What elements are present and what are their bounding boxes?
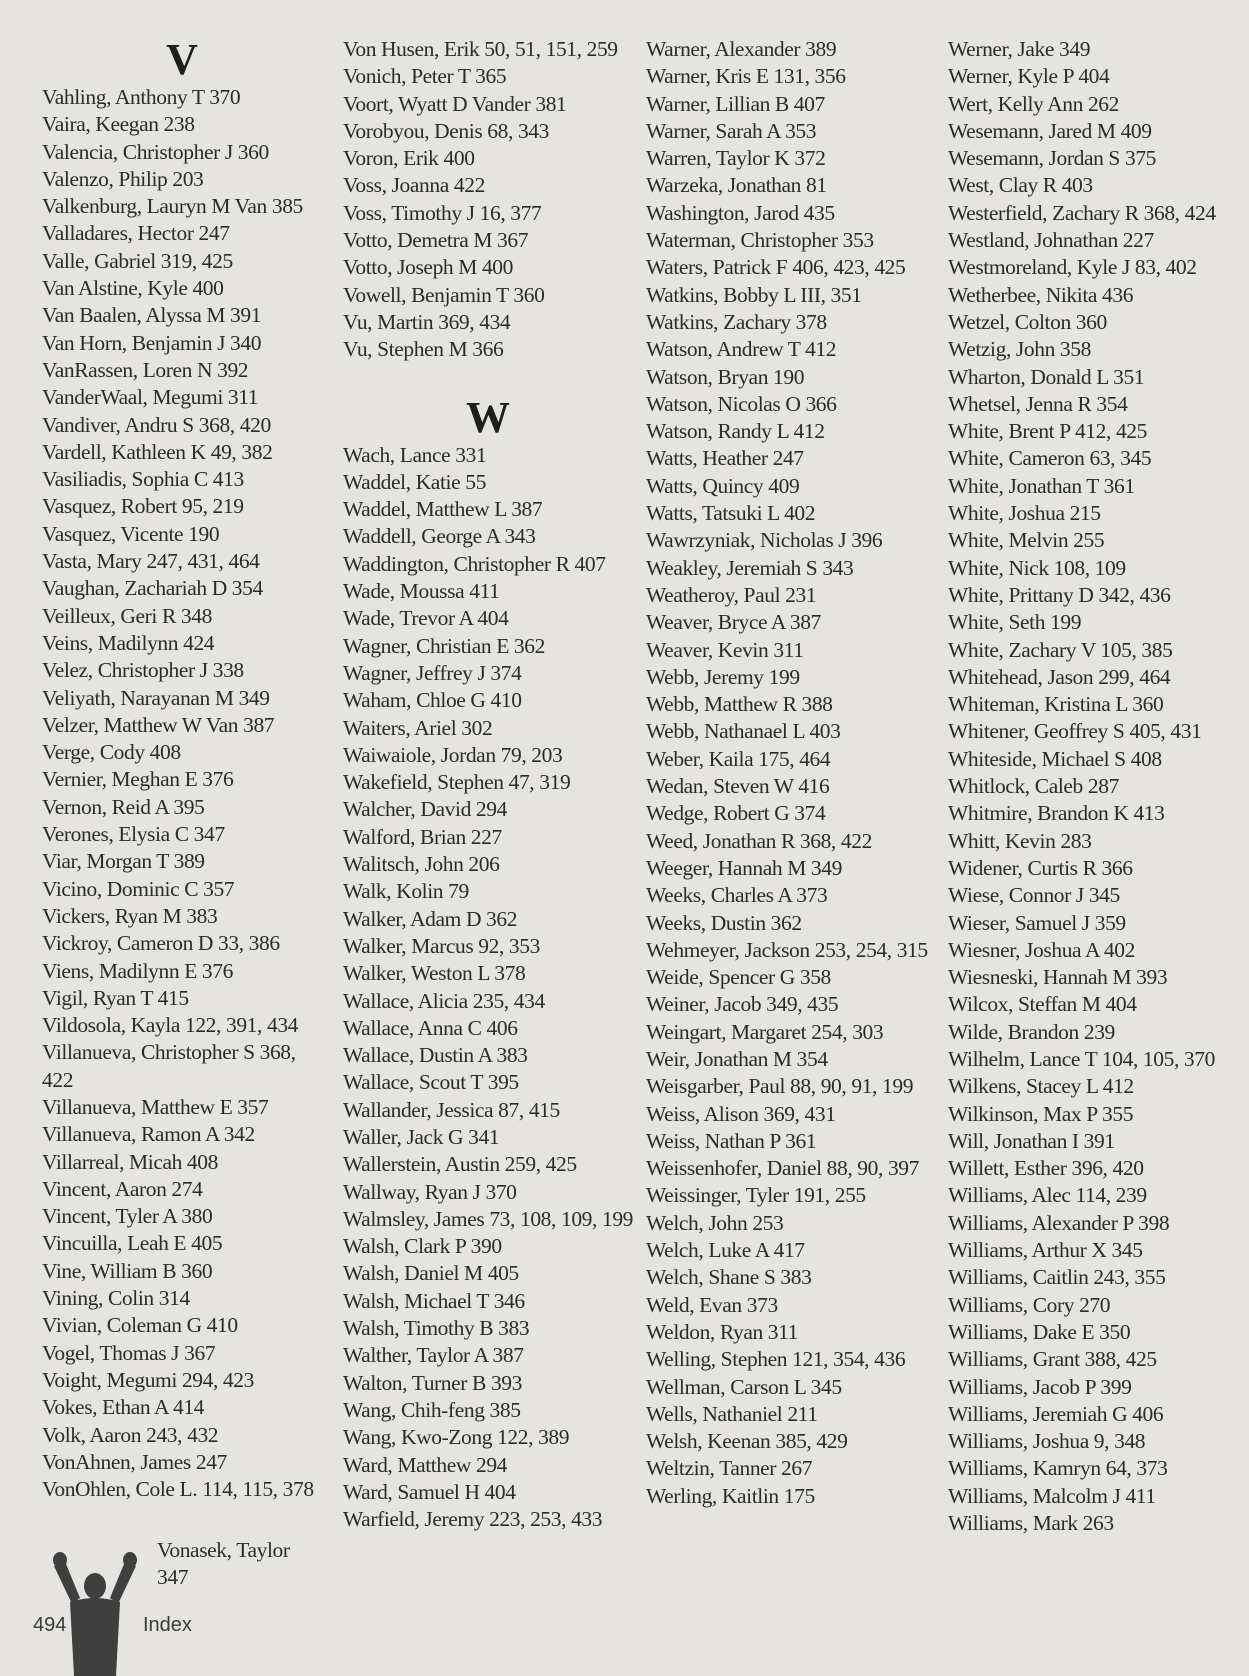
index-entry: Weide, Spencer G 358 [646,965,831,990]
index-entry: Weissinger, Tyler 191, 255 [646,1183,866,1208]
index-entry: Williams, Alec 114, 239 [948,1183,1147,1208]
index-entry: VonAhnen, James 247 [42,1449,227,1474]
index-entry: Wagner, Jeffrey J 374 [343,660,522,685]
index-entry: Waterman, Christopher 353 [646,228,874,253]
index-entry: Williams, Joshua 9, 348 [948,1429,1146,1454]
index-column-4 [948,36,1228,1537]
index-column-2 [343,36,633,1533]
index-entry: Vildosola, Kayla 122, 391, 434 [42,1013,299,1038]
index-entry: Walker, Weston L 378 [343,961,526,986]
index-entry: VonOhlen, Cole L. 114, 115, 378 [42,1477,314,1502]
index-entry: Warner, Alexander 389 [646,37,837,61]
index-entry: Vandiver, Andru S 368, 420 [42,412,271,437]
index-entry: Vicino, Dominic C 357 [42,876,235,901]
index-entry: Wawrzyniak, Nicholas J 396 [646,528,883,553]
index-entry: Walther, Taylor A 387 [343,1343,524,1368]
index-entry: White, Joshua 215 [948,501,1101,526]
index-entry: Whitener, Geoffrey S 405, 431 [948,719,1202,744]
index-entry: Vine, William B 360 [42,1258,213,1283]
index-entry: Vickroy, Cameron D 33, 386 [42,931,280,956]
index-entry: Vokes, Ethan A 414 [42,1395,205,1420]
index-entry: White, Cameron 63, 345 [948,446,1152,471]
index-entry: Walk, Kolin 79 [343,879,469,904]
index-entry: Vardell, Kathleen K 49, 382 [42,439,273,464]
index-entry: Wakefield, Stephen 47, 319 [343,770,571,795]
index-entry: Williams, Alexander P 398 [948,1210,1170,1235]
index-entry: Willett, Esther 396, 420 [948,1156,1144,1181]
index-entry: Vasiliadis, Sophia C 413 [42,467,244,492]
index-entry: Vogel, Thomas J 367 [42,1340,216,1365]
index-entry: Welsh, Keenan 385, 429 [646,1429,848,1454]
index-entry: Williams, Caitlin 243, 355 [948,1265,1166,1290]
index-entry: Williams, Kamryn 64, 373 [948,1456,1168,1481]
index-entry: Waddell, George A 343 [343,524,536,549]
index-entry: Warner, Sarah A 353 [646,118,817,143]
index-entry: White, Zachary V 105, 385 [948,637,1173,662]
section-label: Index [143,1614,192,1636]
index-entry: Wiese, Connor J 345 [948,883,1120,908]
index-entry: Walsh, Daniel M 405 [343,1261,519,1286]
index-entry: Wang, Kwo-Zong 122, 389 [343,1425,570,1450]
index-entry: Wellman, Carson L 345 [646,1374,842,1399]
index-entry: Will, Jonathan I 391 [948,1128,1115,1153]
index-entry: Waller, Jack G 341 [343,1124,500,1149]
index-entry: Vaira, Keegan 238 [42,112,195,137]
index-entry: Voron, Erik 400 [343,146,475,171]
index-entry: Wells, Nathaniel 211 [646,1401,818,1426]
index-entry: Westmoreland, Kyle J 83, 402 [948,255,1197,280]
index-entry-footer: Vonasek, Taylor 347 [157,1538,290,1590]
index-entry: Valencia, Christopher J 360 [42,139,269,164]
index-entry: White, Brent P 412, 425 [948,419,1148,444]
index-entry: Weingart, Margaret 254, 303 [646,1019,884,1044]
index-entry: Williams, Jeremiah G 406 [948,1401,1164,1426]
index-entry: Watts, Heather 247 [646,446,804,471]
index-entry: Weisgarber, Paul 88, 90, 91, 199 [646,1074,914,1099]
index-entry: Whetsel, Jenna R 354 [948,391,1128,416]
index-entry: Webb, Nathanael L 403 [646,719,841,744]
index-entry: Villanueva, Ramon A 342 [42,1122,255,1147]
index-entry: Welling, Stephen 121, 354, 436 [646,1347,906,1372]
index-entry: Westerfield, Zachary R 368, 424 [948,200,1216,225]
index-entry: Wallerstein, Austin 259, 425 [343,1152,577,1177]
index-entry: Weld, Evan 373 [646,1292,778,1317]
index-entry: Von Husen, Erik 50, 51, 151, 259 [343,37,618,61]
index-entry: Vaughan, Zachariah D 354 [42,576,263,601]
index-entry: Van Baalen, Alyssa M 391 [42,303,262,328]
index-entry: Voort, Wyatt D Vander 381 [343,91,567,116]
index-entry: Wilcox, Steffan M 404 [948,992,1137,1017]
index-entry: White, Nick 108, 109 [948,555,1126,580]
index-entry: Watson, Andrew T 412 [646,337,837,362]
index-entry: Velez, Christopher J 338 [42,658,244,683]
index-entry: Walsh, Clark P 390 [343,1234,502,1259]
index-entry: Watkins, Bobby L III, 351 [646,282,862,307]
index-entry: Votto, Demetra M 367 [343,228,529,253]
index-entry: Walton, Turner B 393 [343,1370,523,1395]
index-entry: Vasquez, Robert 95, 219 [42,494,244,519]
index-entry: Wesemann, Jared M 409 [948,118,1152,143]
index-entry: Washington, Jarod 435 [646,200,835,225]
index-entry: Walmsley, James 73, 108, 109, 199 [343,1206,634,1231]
index-entry: VanderWaal, Megumi 311 [42,385,259,410]
index-entry: Walitsch, John 206 [343,852,500,877]
index-entry: Werner, Jake 349 [948,37,1091,61]
index-entry: Villanueva, Matthew E 357 [42,1094,269,1119]
index-entry: Viar, Morgan T 389 [42,849,205,874]
index-entry: Walsh, Michael T 346 [343,1288,525,1313]
index-entry: Vernon, Reid A 395 [42,794,205,819]
index-entry: Vincent, Tyler A 380 [42,1204,213,1229]
index-entry: Voss, Timothy J 16, 377 [343,200,542,225]
index-entry: Weaver, Kevin 311 [646,637,804,662]
index-entry: Vonich, Peter T 365 [343,64,507,89]
index-entry: Wallway, Ryan J 370 [343,1179,517,1204]
index-entry: Warner, Kris E 131, 356 [646,64,846,89]
section-letter-heading: V [166,35,198,84]
index-entry: Vu, Stephen M 366 [343,337,504,362]
index-entry: Wang, Chih-feng 385 [343,1397,521,1422]
index-entry: Webb, Jeremy 199 [646,664,800,689]
index-entry: Walford, Brian 227 [343,824,502,849]
index-entry: Werner, Kyle P 404 [948,64,1110,89]
index-entry: Williams, Grant 388, 425 [948,1347,1157,1372]
index-entry: Weeks, Charles A 373 [646,883,828,908]
index-entry: Votto, Joseph M 400 [343,255,513,280]
index-entry: Waiters, Ariel 302 [343,715,493,740]
index-entry: Valkenburg, Lauryn M Van 385 [42,194,303,219]
index-entry: Whitlock, Caleb 287 [948,774,1119,799]
index-entry: Walker, Marcus 92, 353 [343,933,540,958]
cheering-person-silhouette-icon [50,1550,140,1676]
index-entry: Voight, Megumi 294, 423 [42,1367,254,1392]
index-entry: Wehmeyer, Jackson 253, 254, 315 [646,937,928,962]
index-entry: Valladares, Hector 247 [42,221,230,246]
index-entry: VanRassen, Loren N 392 [42,357,249,382]
index-entry: Welch, Luke A 417 [646,1238,805,1263]
index-entry: Widener, Curtis R 366 [948,855,1133,880]
index-entry: Watts, Quincy 409 [646,473,800,498]
index-entry: Watkins, Zachary 378 [646,309,827,334]
index-entry: Vu, Martin 369, 434 [343,309,511,334]
index-entry: Villarreal, Micah 408 [42,1149,218,1174]
index-entry: Veliyath, Narayanan M 349 [42,685,270,710]
index-entry: Warner, Lillian B 407 [646,91,825,116]
index-entry: Watson, Nicolas O 366 [646,391,837,416]
index-entry: Ward, Matthew 294 [343,1452,508,1477]
index-entry: Van Horn, Benjamin J 340 [42,330,262,355]
index-entry: White, Jonathan T 361 [948,473,1135,498]
index-entry: Verge, Cody 408 [42,740,181,765]
index-entry: Wagner, Christian E 362 [343,633,545,658]
index-entry: Weeger, Hannah M 349 [646,855,842,880]
index-entry: West, Clay R 403 [948,173,1093,198]
index-entry: Wach, Lance 331 [343,442,487,467]
index-entry: Viens, Madilynn E 376 [42,958,233,983]
index-entry: Verones, Elysia C 347 [42,822,225,847]
index-column-3 [646,36,946,1510]
index-entry: Weiss, Nathan P 361 [646,1128,817,1153]
index-entry: Weeks, Dustin 362 [646,910,802,935]
index-entry: Vining, Colin 314 [42,1286,190,1311]
index-entry: Vowell, Benjamin T 360 [343,282,545,307]
index-entry: Waddel, Matthew L 387 [343,497,543,522]
index-entry: Whiteside, Michael S 408 [948,746,1162,771]
index-entry: Vahling, Anthony T 370 [42,85,241,109]
index-entry: Williams, Dake E 350 [948,1319,1131,1344]
index-entry: Waham, Chloe G 410 [343,688,522,713]
index-entry: Ward, Samuel H 404 [343,1479,516,1504]
index-entry: Weaver, Bryce A 387 [646,610,821,635]
index-entry: Vorobyou, Denis 68, 343 [343,118,549,143]
index-entry: Williams, Cory 270 [948,1292,1111,1317]
index-entry: Wallace, Anna C 406 [343,1015,518,1040]
index-entry: Wetzig, John 358 [948,337,1091,362]
index-entry: Wert, Kelly Ann 262 [948,91,1120,116]
index-entry: Watts, Tatsuki L 402 [646,501,816,526]
index-entry: Williams, Arthur X 345 [948,1238,1143,1263]
index-entry: Warzeka, Jonathan 81 [646,173,827,198]
index-entry: Werling, Kaitlin 175 [646,1483,815,1508]
index-entry: Webb, Matthew R 388 [646,692,833,717]
index-entry: Wedge, Robert G 374 [646,801,826,826]
index-entry: Voss, Joanna 422 [343,173,485,198]
section-letter-heading: W [466,392,510,442]
index-entry: Wieser, Samuel J 359 [948,910,1126,935]
index-entry: Vincuilla, Leah E 405 [42,1231,223,1256]
index-entry: Vasquez, Vicente 190 [42,521,220,546]
index-entry: Wetherbee, Nikita 436 [948,282,1134,307]
index-entry: Wedan, Steven W 416 [646,774,830,799]
index-entry: Williams, Jacob P 399 [948,1374,1132,1399]
index-entry: Wharton, Donald L 351 [948,364,1145,389]
index-entry: Weldon, Ryan 311 [646,1319,799,1344]
index-entry: Williams, Mark 263 [948,1511,1114,1536]
index-entry: Weed, Jonathan R 368, 422 [646,828,872,853]
index-entry: Wetzel, Colton 360 [948,309,1107,334]
index-entry: Wesemann, Jordan S 375 [948,146,1157,171]
index-entry: Whitmire, Brandon K 413 [948,801,1165,826]
index-entry: Wallace, Dustin A 383 [343,1043,528,1068]
index-entry: Vasta, Mary 247, 431, 464 [42,549,260,574]
index-entry: Wiesneski, Hannah M 393 [948,965,1168,990]
index-entry: Wallace, Scout T 395 [343,1070,519,1095]
index-entry: Wilhelm, Lance T 104, 105, 370 [948,1046,1215,1071]
index-entry: Vickers, Ryan M 383 [42,903,218,928]
index-entry: Velzer, Matthew W Van 387 [42,712,275,737]
index-entry: Weakley, Jeremiah S 343 [646,555,854,580]
index-entry: White, Prittany D 342, 436 [948,582,1171,607]
index-entry: Vincent, Aaron 274 [42,1176,203,1201]
index-entry: Weir, Jonathan M 354 [646,1046,828,1071]
index-entry: Villanueva, Christopher S 368, 422 [42,1040,296,1092]
index-entry: Warren, Taylor K 372 [646,146,826,171]
index-entry: Whitehead, Jason 299, 464 [948,664,1171,689]
index-entry: Vigil, Ryan T 415 [42,985,189,1010]
index-entry: Watson, Bryan 190 [646,364,805,389]
index-entry: Wallander, Jessica 87, 415 [343,1097,560,1122]
index-entry: Westland, Johnathan 227 [948,228,1154,253]
index-entry: Walker, Adam D 362 [343,906,518,931]
index-entry: Veilleux, Geri R 348 [42,603,212,628]
index-entry: Watson, Randy L 412 [646,419,825,444]
index-entry: Welch, Shane S 383 [646,1265,812,1290]
index-entry: Welch, John 253 [646,1210,784,1235]
index-entry: Waddel, Katie 55 [343,469,486,494]
index-entry: White, Seth 199 [948,610,1082,635]
index-entry: Weatheroy, Paul 231 [646,582,817,607]
index-entry: Wallace, Alicia 235, 434 [343,988,545,1013]
index-entry: Valle, Gabriel 319, 425 [42,248,233,273]
index-entry: Wilkens, Stacey L 412 [948,1074,1134,1099]
index-entry: Van Alstine, Kyle 400 [42,276,224,301]
index-entry: Valenzo, Philip 203 [42,166,204,191]
index-entry: Waddington, Christopher R 407 [343,551,606,576]
index-entry: Williams, Malcolm J 411 [948,1483,1156,1508]
index-entry: Waiwaiole, Jordan 79, 203 [343,742,563,767]
index-entry: Wade, Moussa 411 [343,579,500,604]
index-entry: Veins, Madilynn 424 [42,630,215,655]
index-entry: Volk, Aaron 243, 432 [42,1422,219,1447]
page-number: 494 [33,1614,67,1636]
index-entry: Vivian, Coleman G 410 [42,1313,238,1338]
index-entry: Walsh, Timothy B 383 [343,1316,530,1341]
section-spacer [343,364,633,394]
index-entry: Whitt, Kevin 283 [948,828,1092,853]
index-entry: White, Melvin 255 [948,528,1105,553]
index-entry: Weissenhofer, Daniel 88, 90, 397 [646,1156,919,1181]
index-entry: Wilkinson, Max P 355 [948,1101,1134,1126]
index-entry: Weltzin, Tanner 267 [646,1456,813,1481]
index-entry: Wilde, Brandon 239 [948,1019,1115,1044]
index-entry: Warfield, Jeremy 223, 253, 433 [343,1507,603,1532]
index-column-1 [42,36,322,1503]
index-entry: Wiesner, Joshua A 402 [948,937,1135,962]
index-entry: Whiteman, Kristina L 360 [948,692,1164,717]
index-entry: Waters, Patrick F 406, 423, 425 [646,255,906,280]
index-entry: Weiner, Jacob 349, 435 [646,992,839,1017]
index-entry: Weber, Kaila 175, 464 [646,746,831,771]
index-entry: Weiss, Alison 369, 431 [646,1101,836,1126]
index-entry: Vernier, Meghan E 376 [42,767,234,792]
index-entry: Wade, Trevor A 404 [343,606,509,631]
index-entry: Walcher, David 294 [343,797,507,822]
